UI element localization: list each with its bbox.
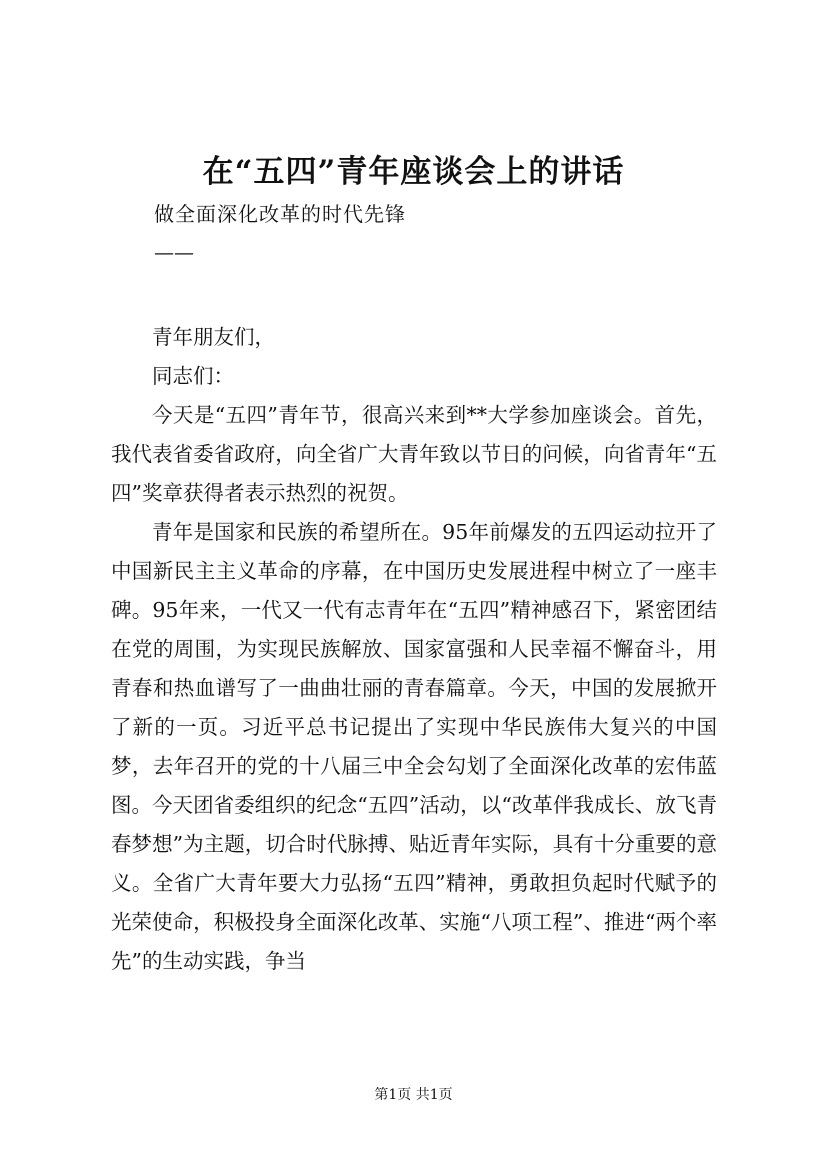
- body-paragraph: 今天是“五四”青年节，很高兴来到**大学参加座谈会。首先，我代表省委省政府，向全省广大青年致以节日的问候，向省青年“五四”奖章获得者表示热烈的祝贺。: [111, 403, 717, 505]
- subtitle-dash: ——: [154, 240, 194, 264]
- body-paragraph: 青年是国家和民族的希望所在。95年前爆发的五四运动拉开了中国新民主主义革命的序幕，在中国历史发展进程中树立了一座丰碑。95年来，一代又一代有志青年在“五四”精神感召下，紧密团结在党的周围，为实现民族解放、国家富强和人民幸福不懈奋斗，用青春和热血谱写了一曲曲壮丽的青春篇章。今天，中国的发展掀开了新的一页。习近平总书记提出了实现中华民族伟大复兴的中国梦，去年召开的党的十八届三中全会勾划了全面深化改革的宏伟蓝图。今天团省委组织的纪念“五四”活动，以“改革伴我成长、放飞青春梦想”为主题，切合时代脉搏、贴近青年实际，具有十分重要的意义。全省广大青年要大力弘扬“五四”精神，勇敢担负起时代赋予的光荣使命，积极投身全面深化改革、实施“八项工程”、推进“两个率先”的生动实践，争当: [111, 520, 717, 973]
- salutation-line: 同志们：: [152, 364, 234, 388]
- document-body: [111, 318, 717, 981]
- salutation-line: 青年朋友们，: [152, 325, 275, 349]
- page-footer: 第1页 共1页: [374, 1087, 453, 1103]
- document-subtitle: 做全面深化改革的时代先锋: [154, 202, 406, 226]
- document-title: 在“五四”青年座谈会上的讲话: [202, 154, 625, 190]
